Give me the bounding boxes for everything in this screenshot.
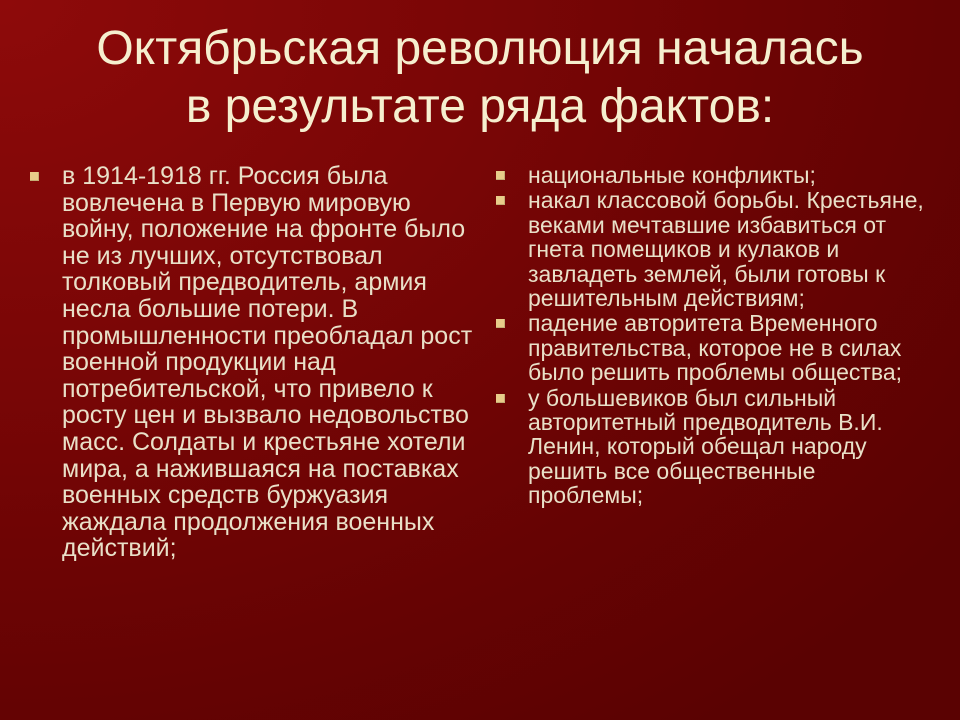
square-bullet-icon [496, 394, 505, 403]
right-bullet-list [490, 163, 930, 508]
list-item-text: падение авторитета Временного правительства, которое не в силах было решить проблемы общества; [528, 310, 903, 386]
left-column [24, 163, 474, 562]
list-item-text: в 1914-1918 гг. Россия была вовлечена в Первую мировую войну, положение на фронте было не из лучших, отсутствовал толковый предводитель, армия несла большие потери. В промышленности преобладал рост военной продукции над потребительской, что привело к росту цен и вызвало недовольство масс. Солдаты и крестьяне хотели мира, а нажившаяся на поставках военных средств буржуазия жаждала продолжения военных действий; [62, 162, 473, 563]
slide-title-line-2: в результате ряда фактов: [185, 80, 775, 133]
left-bullet-list [24, 163, 474, 562]
square-bullet-icon [496, 171, 505, 180]
list-item-text: накал классовой борьбы. Крестьяне, веками мечтавшие избавиться от гнета помещиков и кулаков и завладеть землей, были готовы к решительным действиям; [528, 187, 924, 312]
right-column [490, 163, 930, 509]
square-bullet-icon [496, 196, 505, 205]
list-item [490, 163, 930, 187]
list-item-text: национальные конфликты; [528, 162, 816, 188]
list-item [490, 188, 930, 310]
list-item [490, 386, 930, 508]
slide-title-line-1: Октябрьская революция началась [96, 22, 864, 75]
square-bullet-icon [496, 319, 505, 328]
list-item-text: у большевиков был сильный авторитетный предводитель В.И. Ленин, который обещал народу решить все общественные проблемы; [528, 384, 883, 509]
slide-title [40, 20, 920, 136]
list-item [24, 163, 474, 562]
list-item [490, 311, 930, 384]
square-bullet-icon [30, 172, 39, 181]
